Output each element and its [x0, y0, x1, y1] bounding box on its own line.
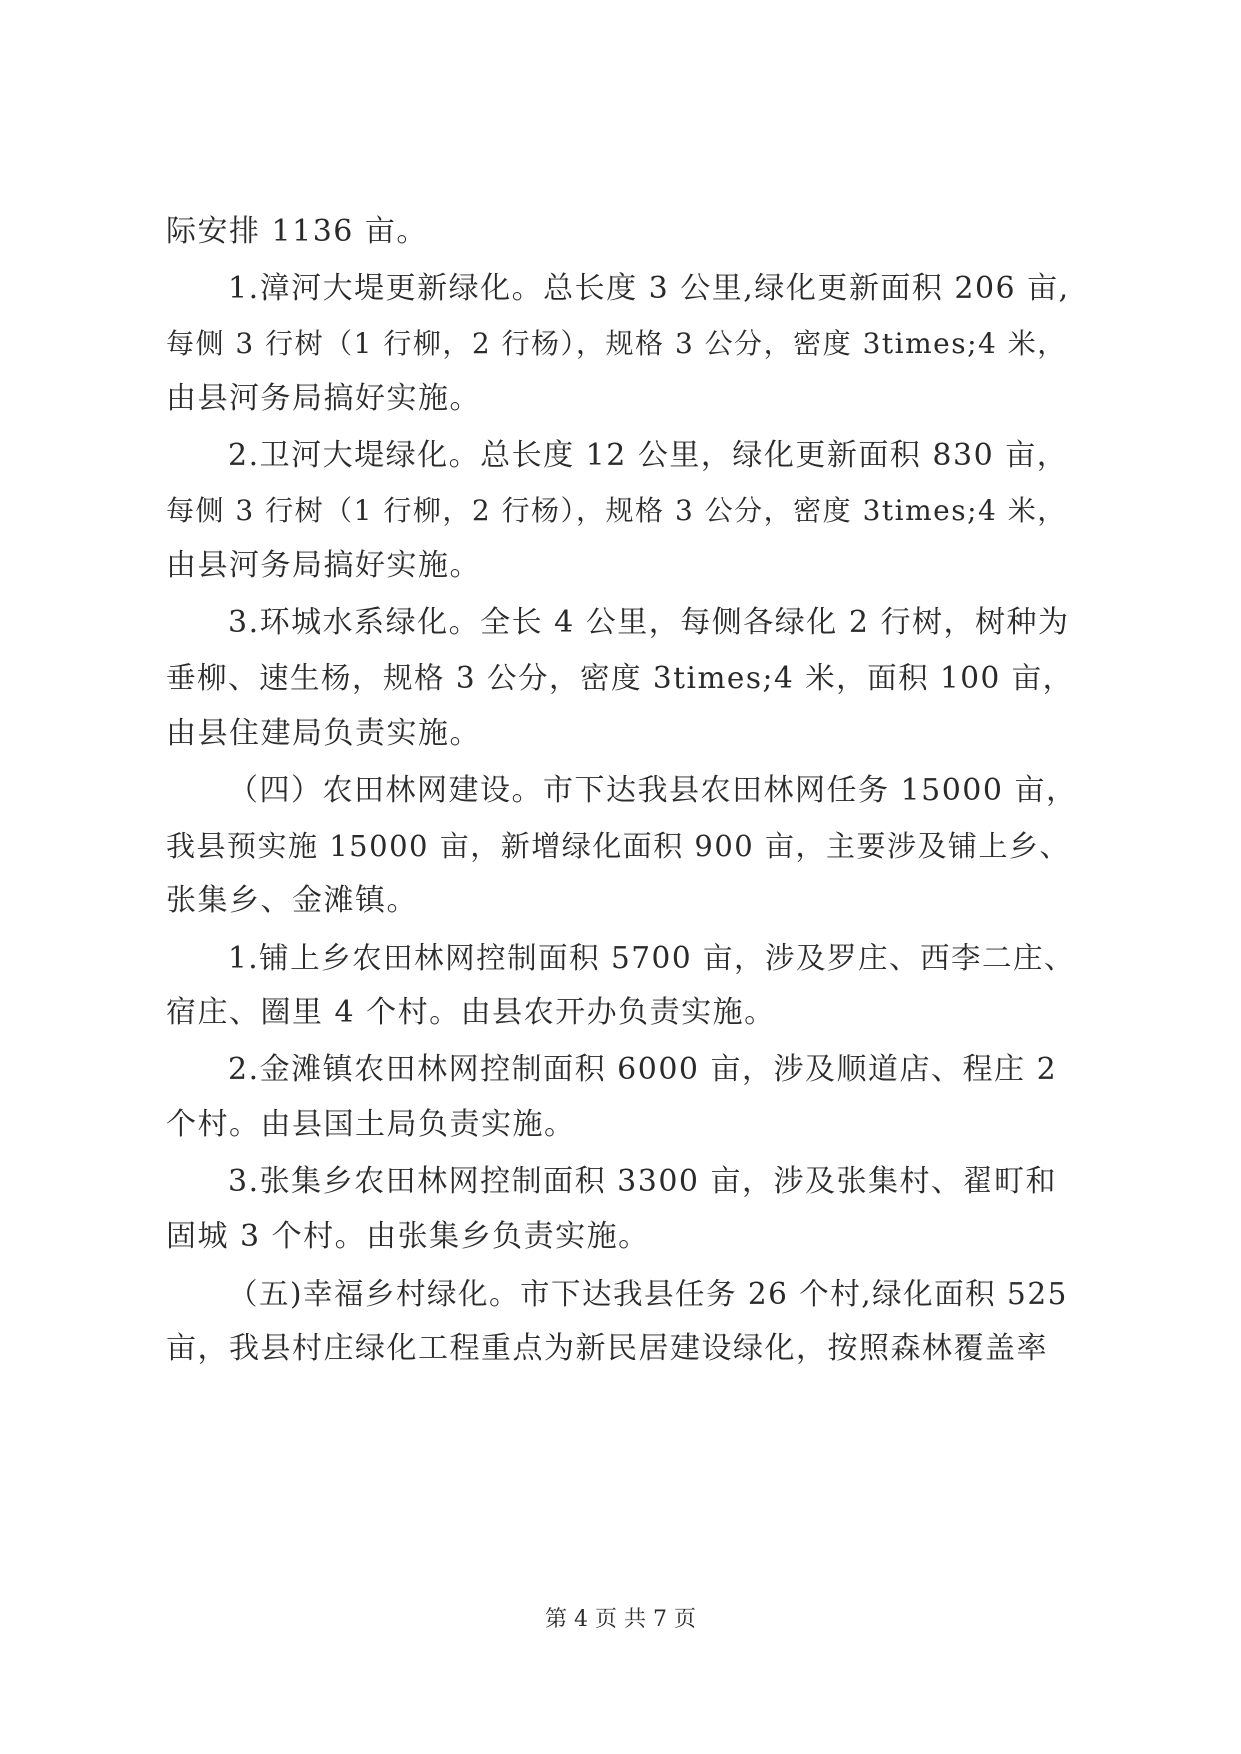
text-line: 张集乡、金滩镇。	[166, 883, 418, 918]
text-line: 由县河务局搞好实施。	[166, 548, 481, 583]
text-line: 个村。由县国土局负责实施。	[166, 1107, 576, 1142]
text-line: 固城 3 个村。由张集乡负责实施。	[166, 1219, 650, 1254]
text-line: 3.张集乡农田林网控制面积 3300 亩，涉及张集村、翟町和	[228, 1164, 1058, 1199]
text-line: 我县预实施 15000 亩，新增绿化面积 900 亩，主要涉及铺上乡、	[166, 829, 1070, 863]
text-line: 1.漳河大堤更新绿化。总长度 3 公里,绿化更新面积 206 亩,	[228, 271, 1070, 306]
text-line: 1.铺上乡农田林网控制面积 5700 亩，涉及罗庄、西李二庄、	[228, 941, 1075, 975]
text-line: 由县河务局搞好实施。	[166, 381, 481, 416]
text-line: 每侧 3 行树（1 行柳，2 行杨），规格 3 公分，密度 3times;4 米，	[166, 327, 1067, 360]
text-line: 垂柳、速生杨，规格 3 公分，密度 3times;4 米，面积 100 亩，	[166, 661, 1074, 695]
text-line: 2.金滩镇农田林网控制面积 6000 亩，涉及顺道店、程庄 2	[228, 1052, 1058, 1087]
text-line: 由县住建局负责实施。	[166, 716, 481, 751]
text-line: 2.卫河大堤绿化。总长度 12 公里，绿化更新面积 830 亩，	[228, 438, 1069, 473]
text-line: 际安排 1136 亩。	[166, 214, 428, 249]
page-number-footer: 第 4 页 共 7 页	[545, 1607, 696, 1632]
text-line: 宿庄、圈里 4 个村。由县农开办负责实施。	[166, 995, 776, 1030]
text-line: （四）农田林网建设。市下达我县农田林网任务 15000 亩，	[228, 773, 1078, 808]
text-line: 亩，我县村庄绿化工程重点为新民居建设绿化，按照森林覆盖率	[166, 1331, 1048, 1366]
text-line: 每侧 3 行树（1 行柳，2 行杨），规格 3 公分，密度 3times;4 米，	[166, 494, 1067, 527]
text-line: （五)幸福乡村绿化。市下达我县任务 26 个村,绿化面积 525	[228, 1277, 1068, 1311]
text-line: 3.环城水系绿化。全长 4 公里，每侧各绿化 2 行树，树种为	[228, 605, 1070, 640]
